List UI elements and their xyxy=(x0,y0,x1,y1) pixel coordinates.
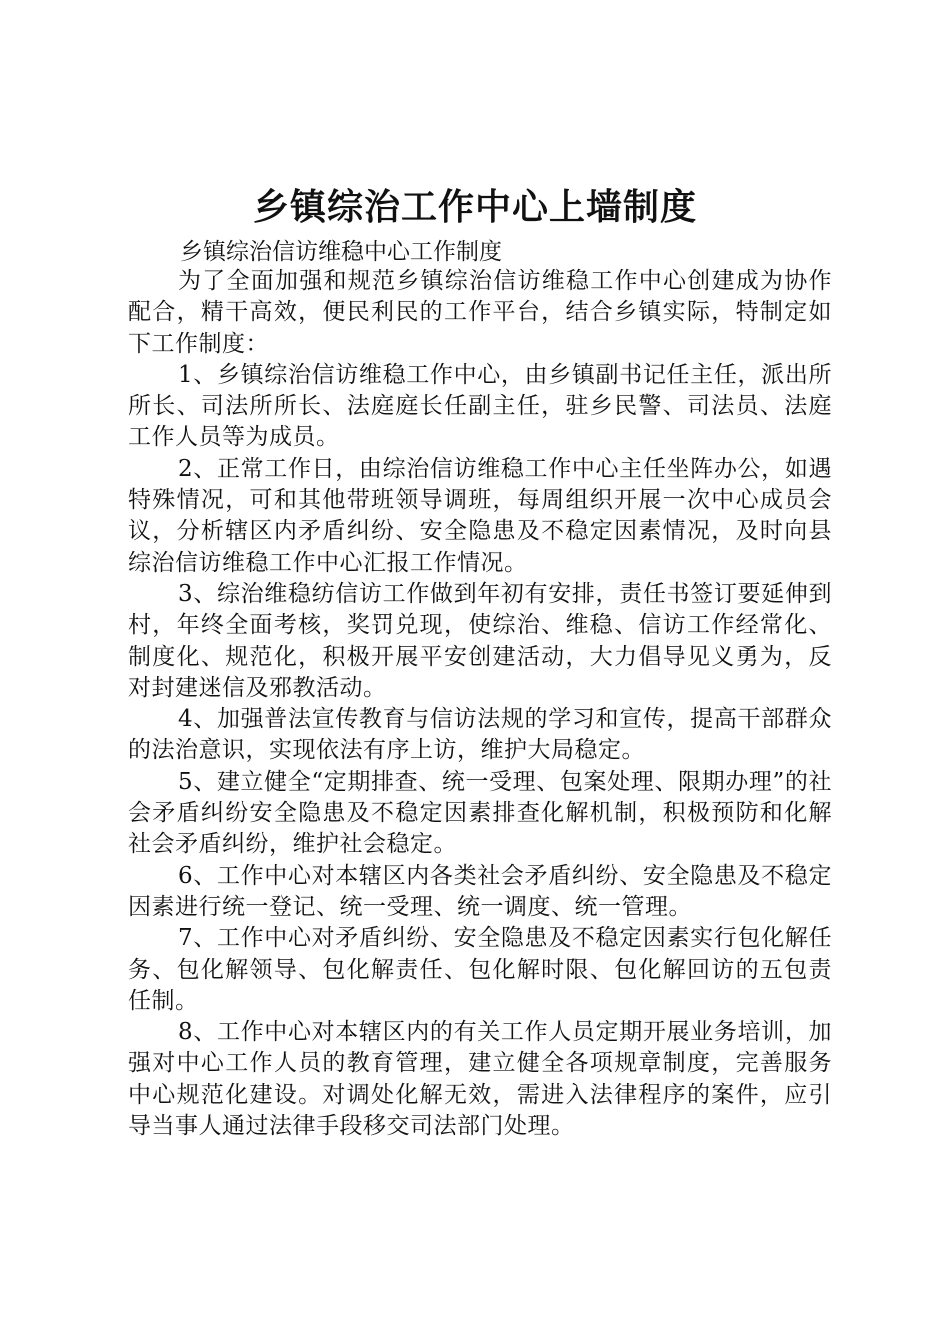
paragraph-item-2: 2、正常工作日，由综治信访维稳工作中心主任坐阵办公，如遇特殊情况，可和其他带班领导调班，每周组织开展一次中心成员会议，分析辖区内矛盾纠纷、安全隐患及不稳定因素情况，及时向县综治信访维稳工作中心汇报工作情况。 xyxy=(128,455,832,576)
paragraph-item-3: 3、综治维稳纺信访工作做到年初有安排，责任书签订要延伸到村，年终全面考核，奖罚兑现，使综治、维稳、信访工作经常化、制度化、规范化，积极开展平安创建活动，大力倡导见义勇为，反对封建迷信及邪教活动。 xyxy=(128,580,832,701)
document-body xyxy=(128,266,832,1142)
document-subtitle: 乡镇综治信访维稳中心工作制度 xyxy=(180,239,502,265)
paragraph-item-1: 1、乡镇综治信访维稳工作中心，由乡镇副书记任主任，派出所所长、司法所所长、法庭庭长任副主任，驻乡民警、司法员、法庭工作人员等为成员。 xyxy=(128,361,832,451)
paragraph-item-6: 6、工作中心对本辖区内各类社会矛盾纠纷、安全隐患及不稳定因素进行统一登记、统一受理、统一调度、统一管理。 xyxy=(128,862,832,920)
document-title: 乡镇综治工作中心上墙制度 xyxy=(252,187,697,228)
paragraph-intro: 为了全面加强和规范乡镇综治信访维稳工作中心创建成为协作配合，精干高效，便民利民的工作平台，结合乡镇实际，特制定如下工作制度： xyxy=(128,268,832,357)
paragraph-item-7: 7、工作中心对矛盾纠纷、安全隐患及不稳定因素实行包化解任务、包化解领导、包化解责任、包化解时限、包化解回访的五包责任制。 xyxy=(128,925,832,1014)
paragraph-item-4: 4、加强普法宣传教育与信访法规的学习和宣传，提高干部群众的法治意识，实现依法有序上访，维护大局稳定。 xyxy=(128,706,832,764)
paragraph-item-8: 8、工作中心对本辖区内的有关工作人员定期开展业务培训，加强对中心工作人员的教育管理，建立健全各项规章制度，完善服务中心规范化建设。对调处化解无效，需进入法律程序的案件，应引导当事人通过法律手段移交司法部门处理。 xyxy=(128,1019,832,1140)
paragraph-item-5: 5、建立健全“定期排查、统一受理、包案处理、限期办理”的社会矛盾纠纷安全隐患及不稳定因素排查化解机制，积极预防和化解社会矛盾纠纷，维护社会稳定。 xyxy=(128,768,832,858)
